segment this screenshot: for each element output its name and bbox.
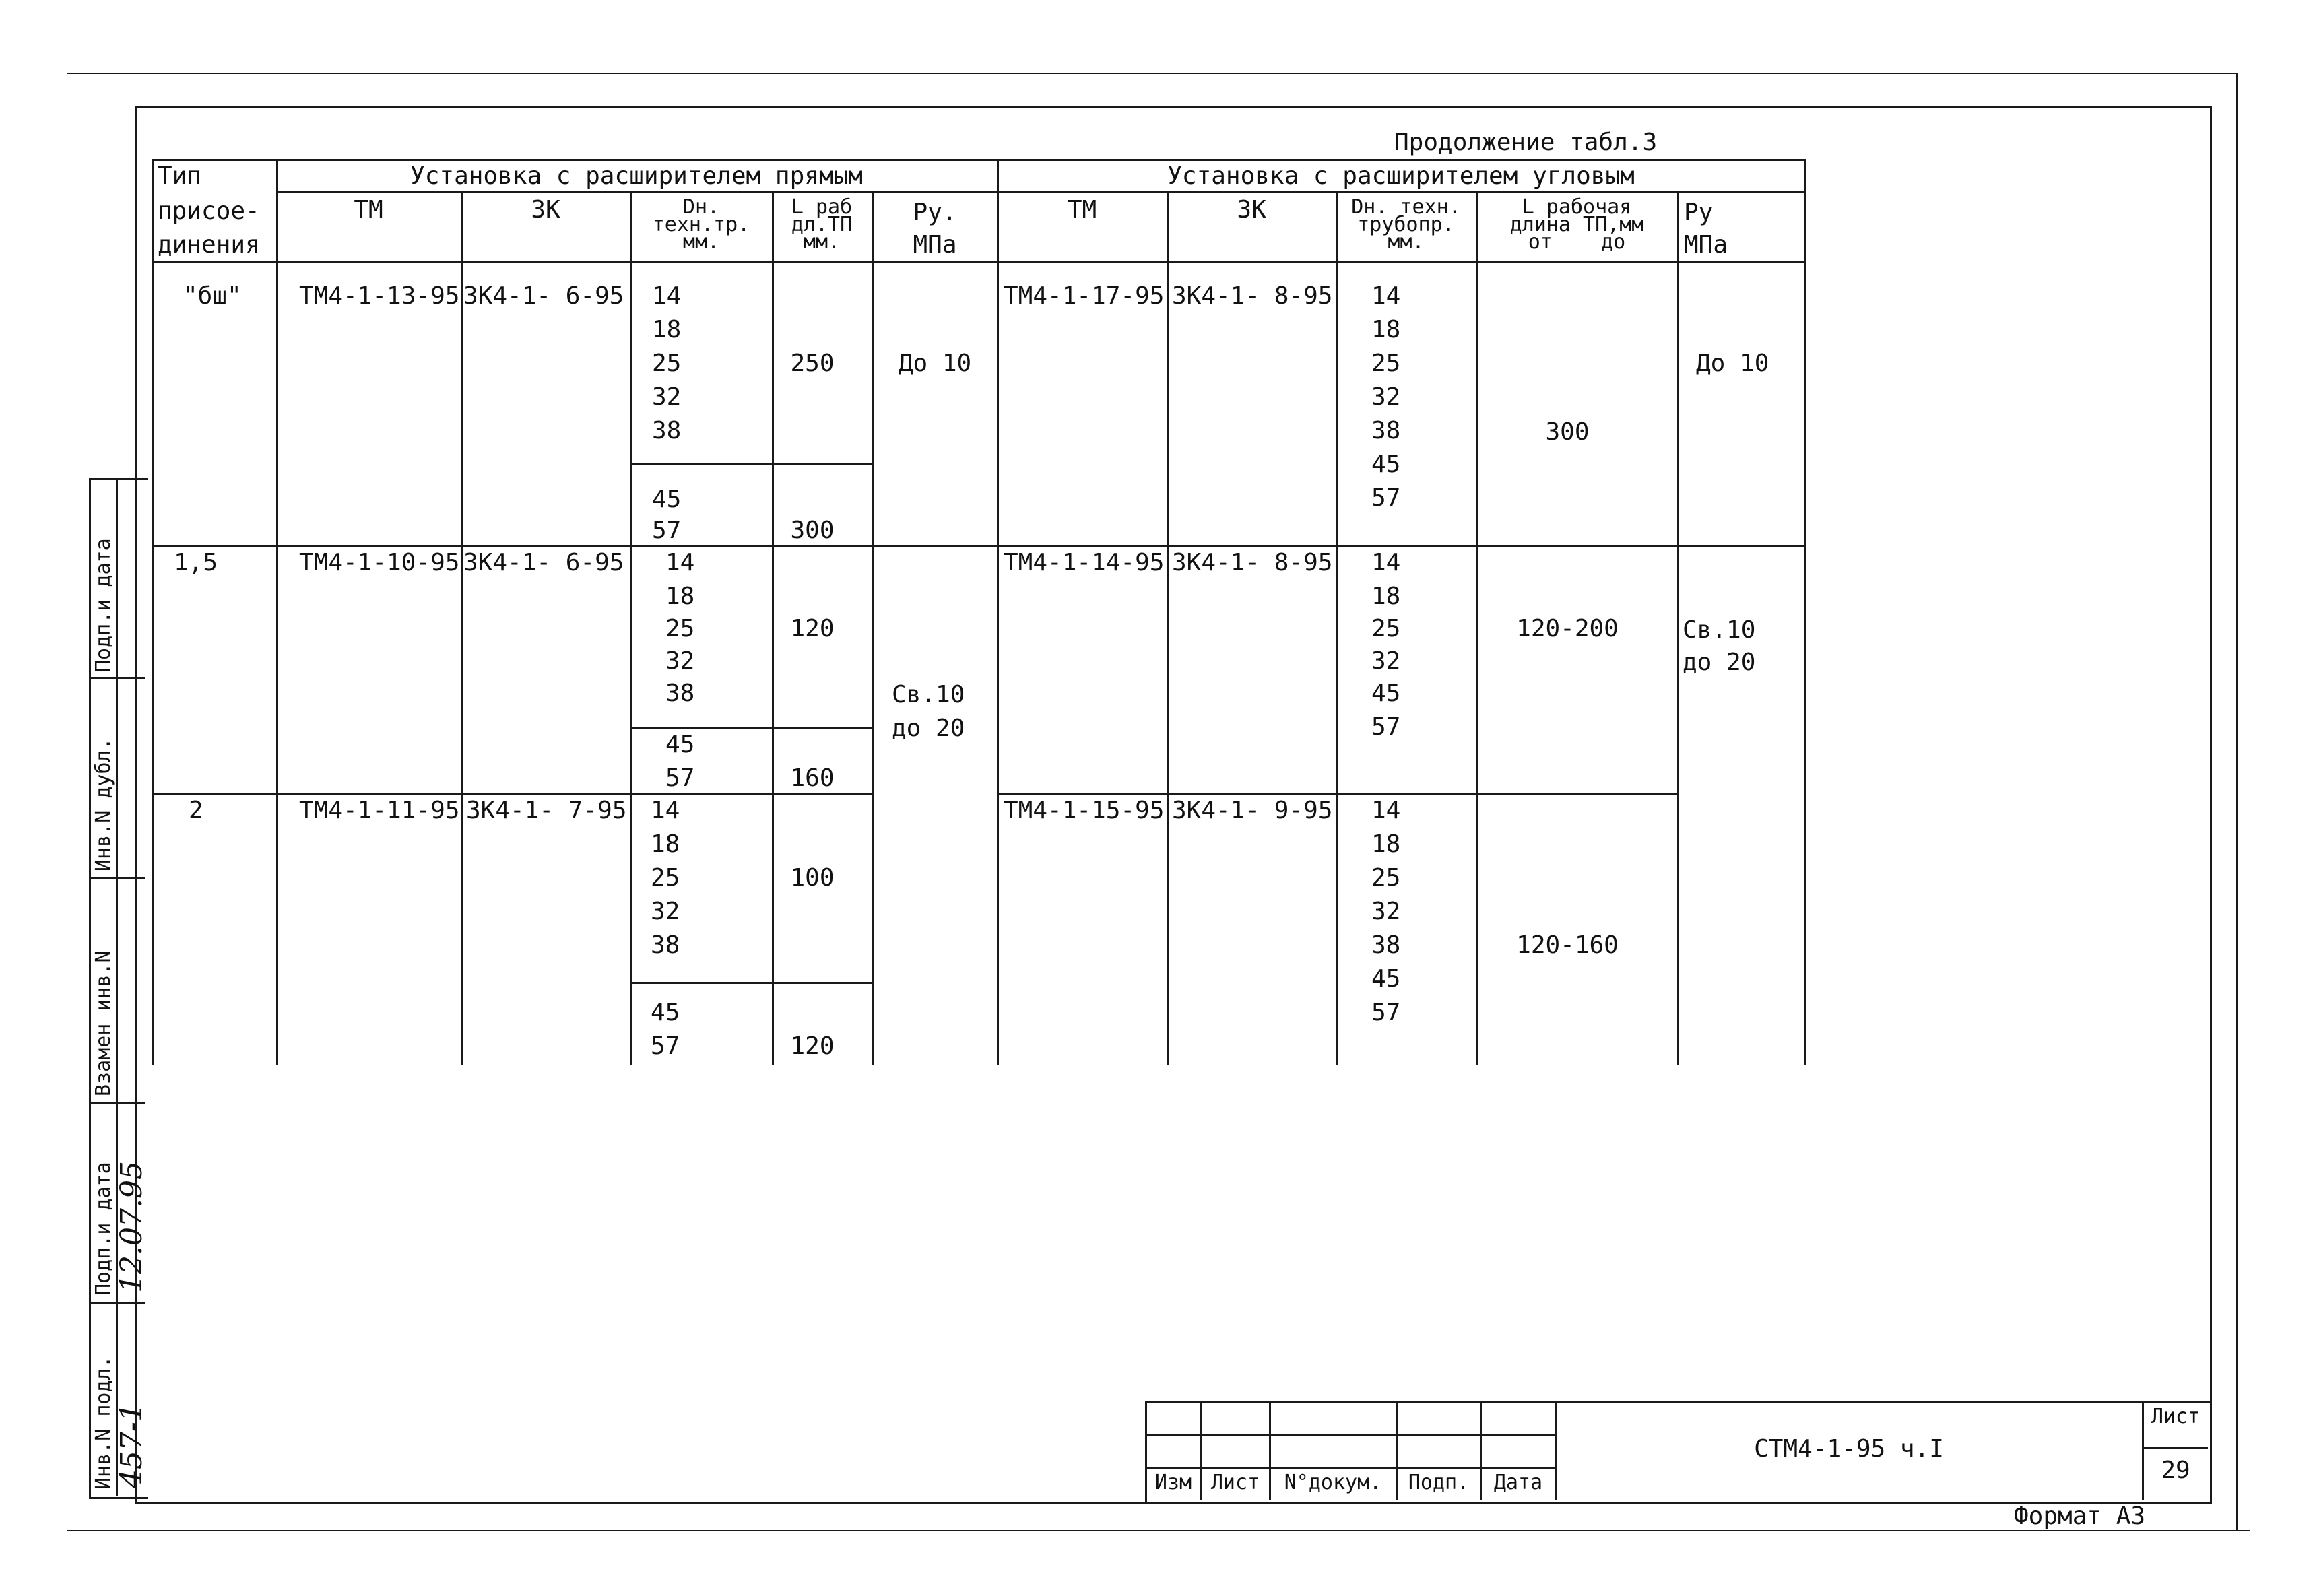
header-angle-dn-1: Dн. техн.	[1351, 195, 1461, 219]
row-straight-dn: 57	[651, 1032, 680, 1060]
header-angle-zk: ЗК	[1237, 196, 1266, 224]
table-caption: Продолжение табл.3	[1394, 129, 1658, 156]
header-angle-dn-2: трубопр.	[1357, 213, 1455, 236]
tb-col-podp: Подп.	[1408, 1471, 1470, 1494]
row-type: 1,5	[174, 549, 218, 576]
format-label: Формат А3	[2014, 1502, 2146, 1530]
row-straight-tm: ТМ4-1-13-95	[299, 282, 460, 310]
row-type: "бш"	[183, 282, 242, 310]
row-angle-zk: ЗК4-1- 8-95	[1172, 549, 1333, 576]
row-angle-dn: 57	[1371, 999, 1401, 1026]
header-group-straight: Установка с расширителем прямым	[410, 162, 863, 190]
row-straight-dn: 32	[651, 898, 680, 925]
header-straight-p-1: Ру.	[913, 199, 957, 226]
row-straight-dn: 25	[652, 350, 682, 377]
row-angle-dn: 25	[1371, 864, 1401, 892]
row-angle-dn: 32	[1371, 898, 1401, 925]
row-straight-l: 300	[790, 517, 835, 544]
row-straight-p: до 20	[892, 714, 965, 742]
row-angle-l: 120-160	[1516, 931, 1619, 959]
row-straight-zk: ЗК4-1- 6-95	[463, 549, 624, 576]
header-angle-l-2: длина ТП,мм	[1509, 213, 1644, 236]
row-angle-tm: ТМ4-1-15-95	[1004, 797, 1165, 824]
row-straight-dn: 38	[652, 417, 682, 444]
row-angle-dn: 18	[1371, 830, 1401, 858]
row-angle-p: До 10	[1696, 350, 1769, 377]
row-straight-dn: 38	[665, 679, 695, 707]
side-inv-value: 457-1	[115, 1403, 149, 1488]
row-straight-tm: ТМ4-1-11-95	[299, 797, 460, 824]
row-straight-p: До 10	[898, 350, 972, 377]
header-straight-dn-1: Dн.	[682, 195, 720, 219]
row-angle-dn: 14	[1371, 797, 1401, 824]
header-angle-dn-3: мм.	[1388, 230, 1425, 254]
row-angle-p: до 20	[1683, 649, 1756, 676]
row-angle-dn: 18	[1371, 316, 1401, 343]
tb-col-izm: Изм	[1154, 1471, 1192, 1494]
row-straight-dn: 18	[652, 316, 682, 343]
sheet-bottom-edge	[67, 1530, 2250, 1531]
row-straight-dn: 45	[651, 999, 680, 1026]
row-angle-dn: 32	[1371, 647, 1401, 675]
header-straight-l-1: L раб	[791, 195, 853, 219]
row-straight-dn: 14	[665, 549, 695, 576]
row-angle-tm: ТМ4-1-14-95	[1004, 549, 1165, 576]
header-angle-p-1: Ру	[1684, 199, 1714, 226]
row-straight-dn: 45	[665, 731, 695, 758]
tb-col-dokum: N°докум.	[1284, 1471, 1382, 1494]
row-angle-dn: 57	[1371, 484, 1401, 512]
row-straight-dn: 25	[665, 615, 695, 642]
side-label-vzamen: Взамен инв.N	[92, 950, 115, 1096]
row-angle-dn: 32	[1371, 383, 1401, 411]
row-straight-zk: ЗК4-1- 6-95	[463, 282, 624, 310]
header-type-line2: присое-	[158, 197, 260, 225]
row-angle-l: 300	[1545, 418, 1590, 446]
tb-sheet-label: Лист	[2151, 1405, 2200, 1428]
row-straight-dn: 32	[652, 383, 682, 411]
row-straight-p: Св.10	[892, 681, 965, 708]
row-angle-dn: 57	[1371, 713, 1401, 741]
row-angle-p: Св.10	[1683, 616, 1756, 644]
header-straight-dn-2: техн.тр.	[652, 213, 750, 236]
row-type: 2	[189, 797, 203, 824]
row-angle-tm: ТМ4-1-17-95	[1004, 282, 1165, 310]
row-angle-dn: 38	[1371, 417, 1401, 444]
row-angle-l: 120-200	[1516, 615, 1619, 642]
row-angle-dn: 45	[1371, 679, 1401, 707]
row-straight-l: 120	[790, 1032, 835, 1060]
row-angle-dn: 14	[1371, 282, 1401, 310]
header-group-angle: Установка с расширителем угловым	[1167, 162, 1635, 190]
row-straight-l: 160	[790, 764, 835, 792]
header-straight-p-2: МПа	[913, 231, 957, 259]
row-angle-dn: 38	[1371, 931, 1401, 959]
header-straight-zk: ЗК	[531, 196, 560, 224]
tb-col-list: Лист	[1210, 1471, 1260, 1494]
row-angle-dn: 25	[1371, 615, 1401, 642]
side-label-podp-data-2: Подп.и дата	[92, 538, 115, 672]
header-angle-l-1: L рабочая	[1522, 195, 1632, 219]
row-angle-dn: 45	[1371, 965, 1401, 993]
tb-doc-code: СТМ4-1-95 ч.I	[1754, 1435, 1944, 1463]
row-straight-dn: 18	[651, 830, 680, 858]
row-straight-dn: 38	[651, 931, 680, 959]
row-straight-l: 250	[790, 350, 835, 377]
row-angle-zk: ЗК4-1- 8-95	[1172, 282, 1333, 310]
row-angle-dn: 45	[1371, 451, 1401, 478]
row-straight-l: 120	[790, 615, 835, 642]
header-angle-tm: ТМ	[1067, 196, 1097, 224]
sheet-right-edge	[2236, 73, 2238, 1531]
tb-col-data: Дата	[1493, 1471, 1543, 1494]
row-angle-dn: 18	[1371, 583, 1401, 610]
row-straight-dn: 32	[665, 647, 695, 675]
header-angle-p-2: МПа	[1684, 231, 1728, 259]
row-angle-zk: ЗК4-1- 9-95	[1172, 797, 1333, 824]
row-straight-dn: 57	[665, 764, 695, 792]
row-angle-dn: 14	[1371, 549, 1401, 576]
row-straight-dn: 18	[665, 583, 695, 610]
row-straight-zk: ЗК4-1- 7-95	[466, 797, 627, 824]
header-straight-l-2: дл.ТП	[791, 213, 853, 236]
row-straight-dn: 25	[651, 864, 680, 892]
header-straight-dn-3: мм.	[682, 230, 720, 254]
row-angle-dn: 25	[1371, 350, 1401, 377]
side-label-inv-dubl: Инв.N дубл.	[92, 737, 115, 871]
tb-sheet-number: 29	[2161, 1457, 2190, 1484]
row-straight-dn: 14	[651, 797, 680, 824]
row-straight-tm: ТМ4-1-10-95	[299, 549, 460, 576]
header-straight-tm: ТМ	[354, 196, 383, 224]
side-label-podp-data-1: Подп.и дата	[92, 1162, 115, 1296]
row-straight-dn: 45	[652, 486, 682, 513]
side-date-value: 12.07.95	[115, 1161, 149, 1293]
sheet-top-edge	[67, 73, 2236, 74]
row-straight-dn: 57	[652, 517, 682, 544]
row-straight-l: 100	[790, 864, 835, 892]
row-straight-dn: 14	[652, 282, 682, 310]
side-label-inv-podl: Инв.N подл.	[92, 1356, 115, 1490]
header-straight-l-3: мм.	[803, 230, 841, 254]
header-angle-l-3: от до	[1528, 230, 1626, 254]
header-type-line1: Тип	[158, 162, 202, 190]
header-type-line3: динения	[158, 231, 260, 259]
